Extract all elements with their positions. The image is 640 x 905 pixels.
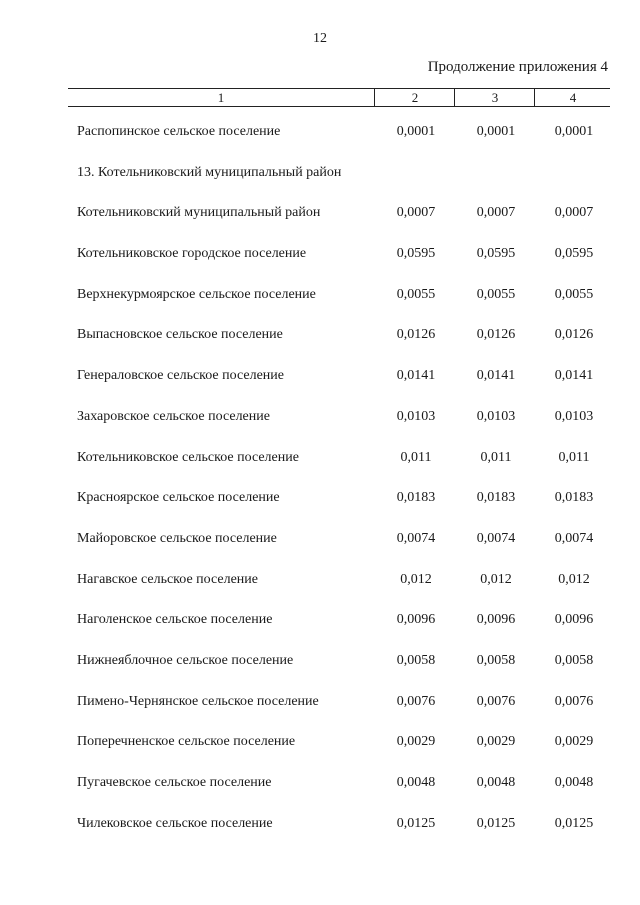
continuation-label: Продолжение приложения 4 (427, 59, 608, 75)
value-col-3: 0,0103 (476, 408, 516, 424)
table-row (0, 650, 640, 691)
table-row (0, 691, 640, 732)
column-header-4: 4 (534, 89, 611, 106)
table-row (0, 609, 640, 650)
value-col-4: 0,0126 (554, 327, 594, 343)
value-col-3: 0,0125 (476, 815, 516, 831)
table-row (0, 406, 640, 447)
value-col-4: 0,0125 (554, 815, 594, 831)
settlement-name: Нижнеяблочное сельское поселение (77, 652, 294, 668)
value-col-2: 0,0074 (396, 530, 436, 546)
value-col-4: 0,0074 (554, 530, 594, 546)
settlement-name: Генераловское сельское поселение (77, 368, 284, 384)
value-col-3: 0,0595 (476, 246, 516, 262)
settlement-name: Майоровское сельское поселение (77, 530, 277, 546)
value-col-4: 0,0595 (554, 246, 594, 262)
value-col-3: 0,0074 (476, 530, 516, 546)
value-col-3: 0,0183 (476, 490, 516, 506)
value-col-2: 0,0058 (396, 652, 436, 668)
settlement-name: Захаровское сельское поселение (77, 408, 270, 424)
settlement-name: 13. Котельниковский муниципальный район (77, 164, 342, 180)
value-col-3: 0,0029 (476, 734, 516, 750)
settlement-name: Нагавское сельское поселение (77, 571, 258, 587)
value-col-3: 0,0141 (476, 368, 516, 384)
table-row (0, 365, 640, 406)
table-row (0, 324, 640, 365)
value-col-4: 0,0076 (554, 693, 594, 709)
value-col-3: 0,0001 (476, 124, 516, 139)
value-col-3: 0,0007 (476, 205, 516, 221)
settlement-name: Котельниковское сельское поселение (77, 449, 299, 465)
value-col-2: 0,0096 (396, 612, 436, 628)
value-col-3: 0,0048 (476, 775, 516, 790)
table-header (68, 88, 610, 107)
settlement-name: Пимено-Чернянское сельское поселение (77, 693, 319, 709)
settlement-name: Котельниковское городское поселение (77, 246, 307, 262)
table-row (0, 731, 640, 772)
table-row (0, 569, 640, 610)
value-col-2: 0,0595 (396, 246, 436, 262)
value-col-2: 0,0125 (396, 815, 436, 831)
value-col-2: 0,0048 (396, 775, 436, 790)
settlement-name: Поперечненское сельское поселение (77, 734, 296, 750)
value-col-3: 0,0076 (476, 693, 516, 709)
table-row (0, 447, 640, 488)
settlement-name: Чилековское сельское поселение (77, 815, 273, 831)
value-col-4: 0,0058 (554, 652, 594, 668)
value-col-2: 0,0103 (396, 408, 436, 424)
value-col-3: 0,0096 (476, 612, 516, 628)
value-col-4: 0,012 (558, 571, 590, 587)
page-number: 12 (313, 31, 327, 46)
settlement-name: Красноярское сельское поселение (77, 490, 280, 506)
table-row (0, 772, 640, 813)
settlement-name: Наголенское сельское поселение (77, 612, 273, 628)
table-row (0, 162, 640, 203)
table-row (0, 487, 640, 528)
value-col-4: 0,0103 (554, 408, 594, 424)
column-header-3: 3 (454, 89, 535, 106)
settlement-name: Пугачевское сельское поселение (77, 775, 272, 790)
value-col-4: 0,0183 (554, 490, 594, 506)
value-col-4: 0,0141 (554, 368, 594, 384)
table-row (0, 121, 640, 162)
value-col-2: 0,0029 (396, 734, 436, 750)
value-col-2: 0,0076 (396, 693, 436, 709)
settlement-name: Верхнекурмоярское сельское поселение (77, 286, 316, 302)
value-col-4: 0,0007 (554, 205, 594, 221)
settlement-name: Котельниковский муниципальный район (77, 205, 321, 221)
table-row (0, 243, 640, 284)
value-col-3: 0,011 (480, 449, 512, 465)
value-col-2: 0,0001 (396, 124, 436, 139)
value-col-2: 0,012 (400, 571, 432, 587)
value-col-3: 0,0055 (476, 286, 516, 302)
value-col-2: 0,0055 (396, 286, 436, 302)
value-col-2: 0,0126 (396, 327, 436, 343)
table-row (0, 813, 640, 854)
table-body (0, 121, 640, 853)
settlement-name: Распопинское сельское поселение (77, 124, 281, 139)
value-col-2: 0,0007 (396, 205, 436, 221)
value-col-4: 0,0029 (554, 734, 594, 750)
value-col-4: 0,0096 (554, 612, 594, 628)
table-row (0, 528, 640, 569)
value-col-4: 0,0048 (554, 775, 594, 790)
value-col-4: 0,011 (558, 449, 590, 465)
value-col-2: 0,0141 (396, 368, 436, 384)
settlement-name: Выпасновское сельское поселение (77, 327, 283, 343)
value-col-3: 0,012 (480, 571, 512, 587)
table-row (0, 284, 640, 325)
value-col-3: 0,0058 (476, 652, 516, 668)
table-row (0, 202, 640, 243)
value-col-3: 0,0126 (476, 327, 516, 343)
value-col-2: 0,011 (400, 449, 432, 465)
value-col-2: 0,0183 (396, 490, 436, 506)
column-header-1: 1 (217, 90, 225, 105)
value-col-4: 0,0055 (554, 286, 594, 302)
column-header-2: 2 (374, 89, 455, 106)
value-col-4: 0,0001 (554, 124, 594, 139)
